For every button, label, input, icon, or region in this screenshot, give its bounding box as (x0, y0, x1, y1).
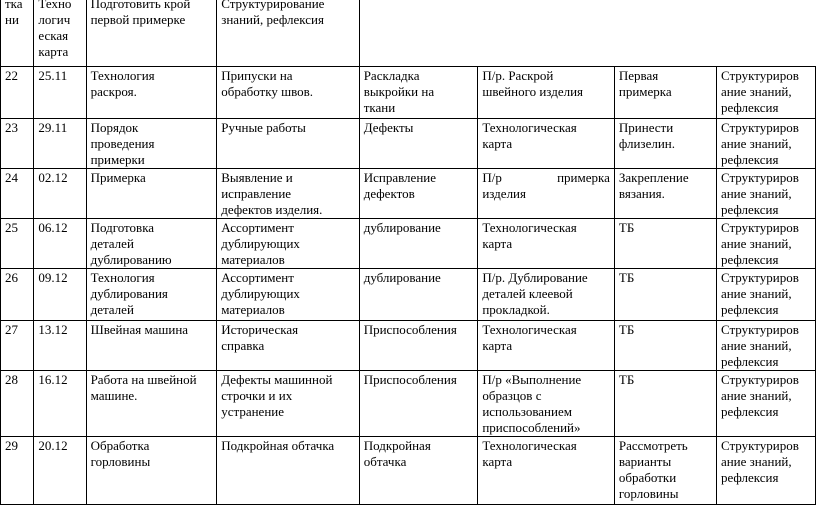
content-cell: Дефекты машинной строчки и их устранение (217, 371, 359, 437)
table-row (1, 269, 816, 321)
content-cell: Историческая справка (217, 321, 359, 371)
lesson-number-cell: 24 (1, 169, 34, 219)
date-cell: 20.12 (34, 437, 86, 505)
homework-cell: Принести флизелин. (614, 119, 716, 169)
practical-work-cell: Технологическая карта (478, 119, 615, 169)
key-concepts-cell: дублирование (359, 219, 478, 269)
key-concepts-cell: Приспособления (359, 321, 478, 371)
lesson-number-cell: 23 (1, 119, 34, 169)
content-cell: Подкройная обтачка (217, 437, 359, 505)
table-row (1, 321, 816, 371)
reflection-cell: Структуриров ание знаний, рефлексия (716, 321, 815, 371)
date-cell: 25.11 (34, 67, 86, 119)
lesson-number-cell: 25 (1, 219, 34, 269)
lesson-number-cell: 29 (1, 437, 34, 505)
date-cell: 09.12 (34, 269, 86, 321)
homework-cell: ТБ (614, 321, 716, 371)
homework-cell: ТБ (614, 269, 716, 321)
reflection-cell: Структуриров ание знаний, рефлексия (716, 371, 815, 437)
practical-work-cell: П/р. Раскрой швейного изделия (478, 67, 615, 119)
date-cell: 16.12 (34, 371, 86, 437)
table-row (1, 437, 816, 505)
key-concepts-cell: Подкройная обтачка (359, 437, 478, 505)
key-concepts-cell: Приспособления (359, 371, 478, 437)
topic-cell: Технология дублирования деталей (86, 269, 217, 321)
topic-cell: Примерка (86, 169, 217, 219)
topic-cell: Порядок проведения примерки (86, 119, 217, 169)
date-cell: 02.12 (34, 169, 86, 219)
top-cell-hours: тка ни (1, 0, 34, 67)
table-row (1, 219, 816, 269)
date-cell: 06.12 (34, 219, 86, 269)
key-concepts-cell: дублирование (359, 269, 478, 321)
reflection-cell: Структуриров ание знаний, рефлексия (716, 119, 815, 169)
topic-cell: Работа на швейной машине. (86, 371, 217, 437)
reflection-cell: Структуриров ание знаний, рефлексия (716, 437, 815, 505)
practical-work-cell: П/р «Выполнение образцов с использованием приспособлений» (478, 371, 615, 437)
practical-work-cell: Технологическая карта (478, 321, 615, 371)
practical-work-cell: Технологическая карта (478, 219, 615, 269)
topic-cell: Подготовка деталей дублированию (86, 219, 217, 269)
table-row (1, 0, 816, 67)
reflection-cell: Структуриров ание знаний, рефлексия (716, 67, 815, 119)
content-cell: Ассортимент дублирующих материалов (217, 269, 359, 321)
topic-cell: Швейная машина (86, 321, 217, 371)
practical-work-cell: Технологическая карта (478, 437, 615, 505)
table-row (1, 371, 816, 437)
content-cell: Выявление и исправление дефектов изделия. (217, 169, 359, 219)
lesson-number-cell: 26 (1, 269, 34, 321)
homework-cell: ТБ (614, 219, 716, 269)
date-cell: 13.12 (34, 321, 86, 371)
content-cell: Ручные работы (217, 119, 359, 169)
top-cell-reflection: Структурирование знаний, рефлексия (217, 0, 359, 67)
table-row (1, 119, 816, 169)
top-cell-task: Подготовить крой первой примерке (86, 0, 217, 67)
practical-work-cell: П/р примерка изделия (478, 169, 615, 219)
key-concepts-cell: Исправление дефектов (359, 169, 478, 219)
lesson-number-cell: 27 (1, 321, 34, 371)
practical-work-cell: П/р. Дублирование деталей клеевой прокладкой. (478, 269, 615, 321)
homework-cell: Рассмотреть варианты обработки горловины (614, 437, 716, 505)
homework-cell: ТБ (614, 371, 716, 437)
lesson-number-cell: 22 (1, 67, 34, 119)
lesson-number-cell: 28 (1, 371, 34, 437)
content-cell: Ассортимент дублирующих материалов (217, 219, 359, 269)
content-cell: Припуски на обработку швов. (217, 67, 359, 119)
homework-cell: Первая примерка (614, 67, 716, 119)
top-cell-material: Техно логич еская карта (34, 0, 86, 67)
reflection-cell: Структуриров ание знаний, рефлексия (716, 219, 815, 269)
reflection-cell: Структуриров ание знаний, рефлексия (716, 169, 815, 219)
key-concepts-cell: Дефекты (359, 119, 478, 169)
topic-cell: Технология раскроя. (86, 67, 217, 119)
date-cell: 29.11 (34, 119, 86, 169)
table-row (1, 67, 816, 119)
reflection-cell: Структуриров ание знаний, рефлексия (716, 269, 815, 321)
topic-cell: Обработка горловины (86, 437, 217, 505)
key-concepts-cell: Раскладка выкройки на ткани (359, 67, 478, 119)
table-row (1, 169, 816, 219)
homework-cell: Закрепление вязания. (614, 169, 716, 219)
